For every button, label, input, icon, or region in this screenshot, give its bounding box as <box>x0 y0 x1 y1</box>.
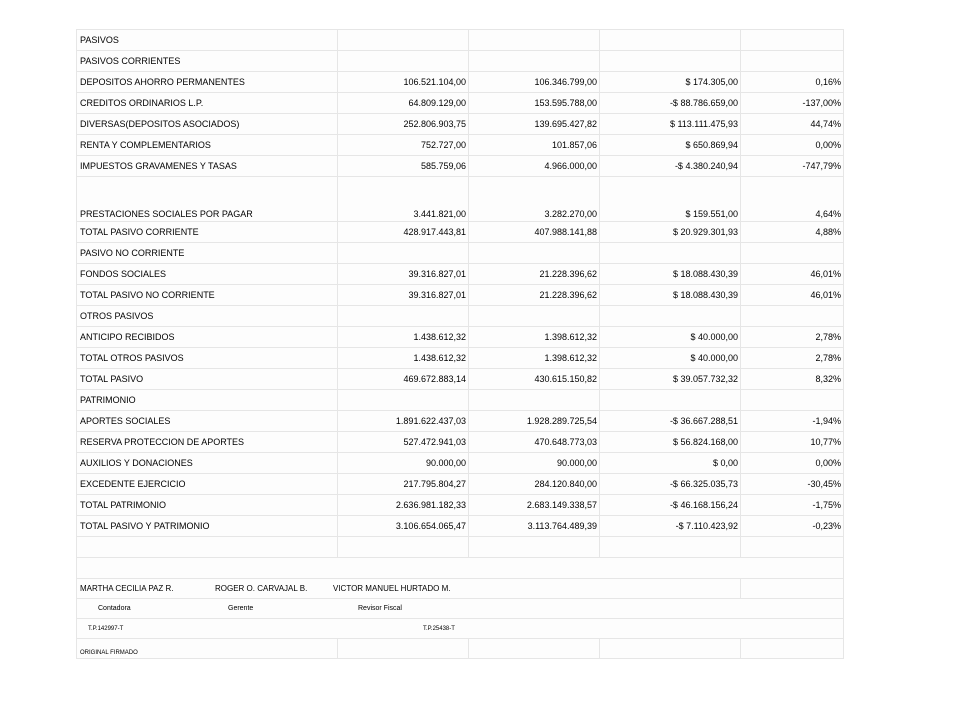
value-period-1[interactable]: 2.636.981.182,33 <box>338 495 469 516</box>
table-row <box>77 285 844 306</box>
value-period-2[interactable] <box>469 390 600 411</box>
value-period-2[interactable] <box>469 306 600 327</box>
table-row <box>77 30 844 51</box>
signature-section <box>77 537 844 659</box>
table-cell[interactable] <box>741 639 844 659</box>
account-label[interactable]: TOTAL PASIVO CORRIENTE <box>77 222 338 243</box>
signer-role: Contadora <box>98 604 131 612</box>
table-row <box>77 51 844 72</box>
value-period-1[interactable] <box>338 390 469 411</box>
value-period-1[interactable]: 106.521.104,00 <box>338 72 469 93</box>
variation-percent[interactable]: 46,01% <box>741 285 844 306</box>
account-label[interactable]: DEPOSITOS AHORRO PERMANENTES <box>77 72 338 93</box>
table-row <box>77 93 844 114</box>
value-period-2[interactable]: 1.928.289.725,54 <box>469 411 600 432</box>
signature-tp-cell[interactable] <box>77 619 844 639</box>
account-label[interactable]: ANTICIPO RECIBIDOS <box>77 327 338 348</box>
table-body <box>77 30 844 537</box>
table-row <box>77 243 844 264</box>
account-label[interactable]: RESERVA PROTECCION DE APORTES <box>77 432 338 453</box>
blank-row <box>77 558 844 579</box>
value-period-2[interactable]: 3.113.764.489,39 <box>469 516 600 537</box>
signer-name: MARTHA CECILIA PAZ R. <box>80 583 174 593</box>
variation-amount[interactable]: -$ 4.380.240,94 <box>600 156 741 177</box>
variation-amount[interactable]: $ 113.111.475,93 <box>600 114 741 135</box>
value-period-1[interactable]: 217.795.804,27 <box>338 474 469 495</box>
variation-amount[interactable]: -$ 36.667.288,51 <box>600 411 741 432</box>
variation-amount[interactable] <box>600 390 741 411</box>
variation-percent[interactable]: -137,00% <box>741 93 844 114</box>
variation-amount[interactable] <box>600 51 741 72</box>
account-label[interactable]: DIVERSAS(DEPOSITOS ASOCIADOS) <box>77 114 338 135</box>
value-period-2[interactable]: 153.595.788,00 <box>469 93 600 114</box>
variation-amount[interactable]: $ 39.057.732,32 <box>600 369 741 390</box>
variation-percent[interactable]: 8,32% <box>741 369 844 390</box>
table-cell[interactable] <box>741 537 844 558</box>
value-period-2[interactable]: 139.695.427,82 <box>469 114 600 135</box>
signer-role: Gerente <box>228 604 254 612</box>
variation-percent[interactable] <box>741 51 844 72</box>
signature-names-row <box>77 579 844 599</box>
value-period-1[interactable]: 428.917.443,81 <box>338 222 469 243</box>
blank-row <box>77 537 844 558</box>
signer-role: Revisor Fiscal <box>358 604 402 612</box>
table-cell[interactable] <box>469 537 600 558</box>
value-period-1[interactable] <box>338 51 469 72</box>
table-row <box>77 72 844 93</box>
variation-percent[interactable]: 10,77% <box>741 432 844 453</box>
variation-amount[interactable]: $ 40.000,00 <box>600 327 741 348</box>
account-label[interactable]: CREDITOS ORDINARIOS L.P. <box>77 93 338 114</box>
variation-percent[interactable]: 0,00% <box>741 135 844 156</box>
table-row <box>77 369 844 390</box>
value-period-1[interactable]: 527.472.941,03 <box>338 432 469 453</box>
signature-tp-row <box>77 619 844 639</box>
variation-amount[interactable]: $ 18.088.430,39 <box>600 285 741 306</box>
variation-amount[interactable]: -$ 7.110.423,92 <box>600 516 741 537</box>
value-period-2[interactable]: 21.228.396,62 <box>469 285 600 306</box>
variation-amount[interactable]: -$ 66.325.035,73 <box>600 474 741 495</box>
value-period-2[interactable]: 90.000,00 <box>469 453 600 474</box>
variation-percent[interactable]: 0,16% <box>741 72 844 93</box>
professional-card: T.P.25438-T <box>423 625 455 632</box>
value-period-1[interactable]: 585.759,06 <box>338 156 469 177</box>
account-label[interactable]: EXCEDENTE EJERCICIO <box>77 474 338 495</box>
table-row <box>77 222 844 243</box>
variation-percent[interactable]: 2,78% <box>741 327 844 348</box>
variation-amount[interactable] <box>600 243 741 264</box>
table-cell[interactable] <box>741 579 844 599</box>
account-label[interactable]: OTROS PASIVOS <box>77 306 338 327</box>
account-label[interactable]: PASIVOS <box>77 30 338 51</box>
value-period-2[interactable]: 3.282.270,00 <box>469 177 600 222</box>
account-label[interactable]: FONDOS SOCIALES <box>77 264 338 285</box>
table-cell[interactable] <box>338 639 469 659</box>
account-label[interactable]: PASIVO NO CORRIENTE <box>77 243 338 264</box>
value-period-2[interactable]: 101.857,06 <box>469 135 600 156</box>
signer-name: VICTOR MANUEL HURTADO M. <box>333 583 451 593</box>
table-row <box>77 495 844 516</box>
value-period-1[interactable]: 1.438.612,32 <box>338 348 469 369</box>
value-period-2[interactable]: 470.648.773,03 <box>469 432 600 453</box>
variation-amount[interactable]: $ 0,00 <box>600 453 741 474</box>
table-row <box>77 411 844 432</box>
table-cell[interactable] <box>600 639 741 659</box>
value-period-1[interactable]: 3.106.654.065,47 <box>338 516 469 537</box>
value-period-2[interactable]: 430.615.150,82 <box>469 369 600 390</box>
table-row <box>77 135 844 156</box>
table-row <box>77 516 844 537</box>
account-label[interactable]: TOTAL PASIVO NO CORRIENTE <box>77 285 338 306</box>
signature-roles-cell[interactable] <box>77 599 844 619</box>
signature-names-cell[interactable] <box>77 579 741 599</box>
variation-percent[interactable]: 0,00% <box>741 453 844 474</box>
value-period-2[interactable] <box>469 51 600 72</box>
variation-amount[interactable]: -$ 46.168.156,24 <box>600 495 741 516</box>
table-row <box>77 264 844 285</box>
account-label[interactable]: TOTAL PASIVO Y PATRIMONIO <box>77 516 338 537</box>
variation-amount[interactable]: $ 650.869,94 <box>600 135 741 156</box>
variation-percent[interactable]: 46,01% <box>741 264 844 285</box>
account-label[interactable]: IMPUESTOS GRAVAMENES Y TASAS <box>77 156 338 177</box>
variation-amount[interactable]: -$ 88.786.659,00 <box>600 93 741 114</box>
variation-amount[interactable]: $ 56.824.168,00 <box>600 432 741 453</box>
signer-name: ROGER O. CARVAJAL B. <box>215 583 308 593</box>
variation-percent[interactable] <box>741 390 844 411</box>
account-label[interactable]: TOTAL OTROS PASIVOS <box>77 348 338 369</box>
variation-amount[interactable] <box>600 30 741 51</box>
value-period-2[interactable]: 284.120.840,00 <box>469 474 600 495</box>
value-period-1[interactable]: 469.672.883,14 <box>338 369 469 390</box>
value-period-2[interactable]: 4.966.000,00 <box>469 156 600 177</box>
table-row <box>77 327 844 348</box>
liabilities-equity-table <box>76 29 844 659</box>
table-cell[interactable] <box>338 537 469 558</box>
account-label[interactable]: AUXILIOS Y DONACIONES <box>77 453 338 474</box>
table-cell[interactable] <box>469 639 600 659</box>
value-period-1[interactable]: 752.727,00 <box>338 135 469 156</box>
table-row <box>77 432 844 453</box>
variation-percent[interactable]: 4,88% <box>741 222 844 243</box>
table-cell[interactable] <box>77 537 338 558</box>
value-period-2[interactable]: 106.346.799,00 <box>469 72 600 93</box>
table-cell[interactable] <box>600 537 741 558</box>
variation-percent[interactable]: -0,23% <box>741 516 844 537</box>
table-row <box>77 177 844 222</box>
value-period-1[interactable]: 90.000,00 <box>338 453 469 474</box>
variation-percent[interactable]: 44,74% <box>741 114 844 135</box>
table-row <box>77 114 844 135</box>
table-row <box>77 453 844 474</box>
account-label[interactable]: PATRIMONIO <box>77 390 338 411</box>
table-cell[interactable] <box>77 558 844 579</box>
original-signed-note[interactable]: ORIGINAL FIRMADO <box>77 639 338 659</box>
variation-amount[interactable] <box>600 306 741 327</box>
value-period-1[interactable] <box>338 243 469 264</box>
account-label[interactable]: RENTA Y COMPLEMENTARIOS <box>77 135 338 156</box>
value-period-1[interactable] <box>338 306 469 327</box>
variation-percent[interactable]: 4,64% <box>741 177 844 222</box>
variation-percent[interactable]: 2,78% <box>741 348 844 369</box>
account-label[interactable]: TOTAL PATRIMONIO <box>77 495 338 516</box>
value-period-2[interactable]: 2.683.149.338,57 <box>469 495 600 516</box>
value-period-2[interactable] <box>469 30 600 51</box>
variation-amount[interactable]: $ 159.551,00 <box>600 177 741 222</box>
variation-percent[interactable]: -1,75% <box>741 495 844 516</box>
value-period-1[interactable] <box>338 30 469 51</box>
value-period-1[interactable]: 252.806.903,75 <box>338 114 469 135</box>
variation-percent[interactable] <box>741 30 844 51</box>
signature-note-row <box>77 639 844 659</box>
value-period-1[interactable]: 1.891.622.437,03 <box>338 411 469 432</box>
variation-percent[interactable] <box>741 306 844 327</box>
variation-percent[interactable] <box>741 243 844 264</box>
signature-roles-row <box>77 599 844 619</box>
value-period-1[interactable]: 3.441.821,00 <box>338 177 469 222</box>
value-period-1[interactable]: 39.316.827,01 <box>338 264 469 285</box>
professional-card: T.P.142997-T <box>88 625 124 632</box>
value-period-1[interactable]: 39.316.827,01 <box>338 285 469 306</box>
value-period-1[interactable]: 1.438.612,32 <box>338 327 469 348</box>
account-label[interactable]: PASIVOS CORRIENTES <box>77 51 338 72</box>
value-period-1[interactable]: 64.809.129,00 <box>338 93 469 114</box>
value-period-2[interactable]: 1.398.612,32 <box>469 348 600 369</box>
account-label[interactable]: TOTAL PASIVO <box>77 369 338 390</box>
variation-amount[interactable]: $ 174.305,00 <box>600 72 741 93</box>
variation-percent[interactable]: -30,45% <box>741 474 844 495</box>
value-period-2[interactable] <box>469 243 600 264</box>
table-row <box>77 306 844 327</box>
variation-percent[interactable]: -1,94% <box>741 411 844 432</box>
table-row <box>77 474 844 495</box>
balance-sheet <box>76 29 843 659</box>
table-row <box>77 348 844 369</box>
value-period-2[interactable]: 1.398.612,32 <box>469 327 600 348</box>
table-row <box>77 390 844 411</box>
variation-amount[interactable]: $ 18.088.430,39 <box>600 264 741 285</box>
table-row <box>77 156 844 177</box>
variation-amount[interactable]: $ 20.929.301,93 <box>600 222 741 243</box>
value-period-2[interactable]: 21.228.396,62 <box>469 264 600 285</box>
account-label[interactable]: PRESTACIONES SOCIALES POR PAGAR <box>77 177 338 222</box>
variation-amount[interactable]: $ 40.000,00 <box>600 348 741 369</box>
account-label[interactable]: APORTES SOCIALES <box>77 411 338 432</box>
value-period-2[interactable]: 407.988.141,88 <box>469 222 600 243</box>
variation-percent[interactable]: -747,79% <box>741 156 844 177</box>
